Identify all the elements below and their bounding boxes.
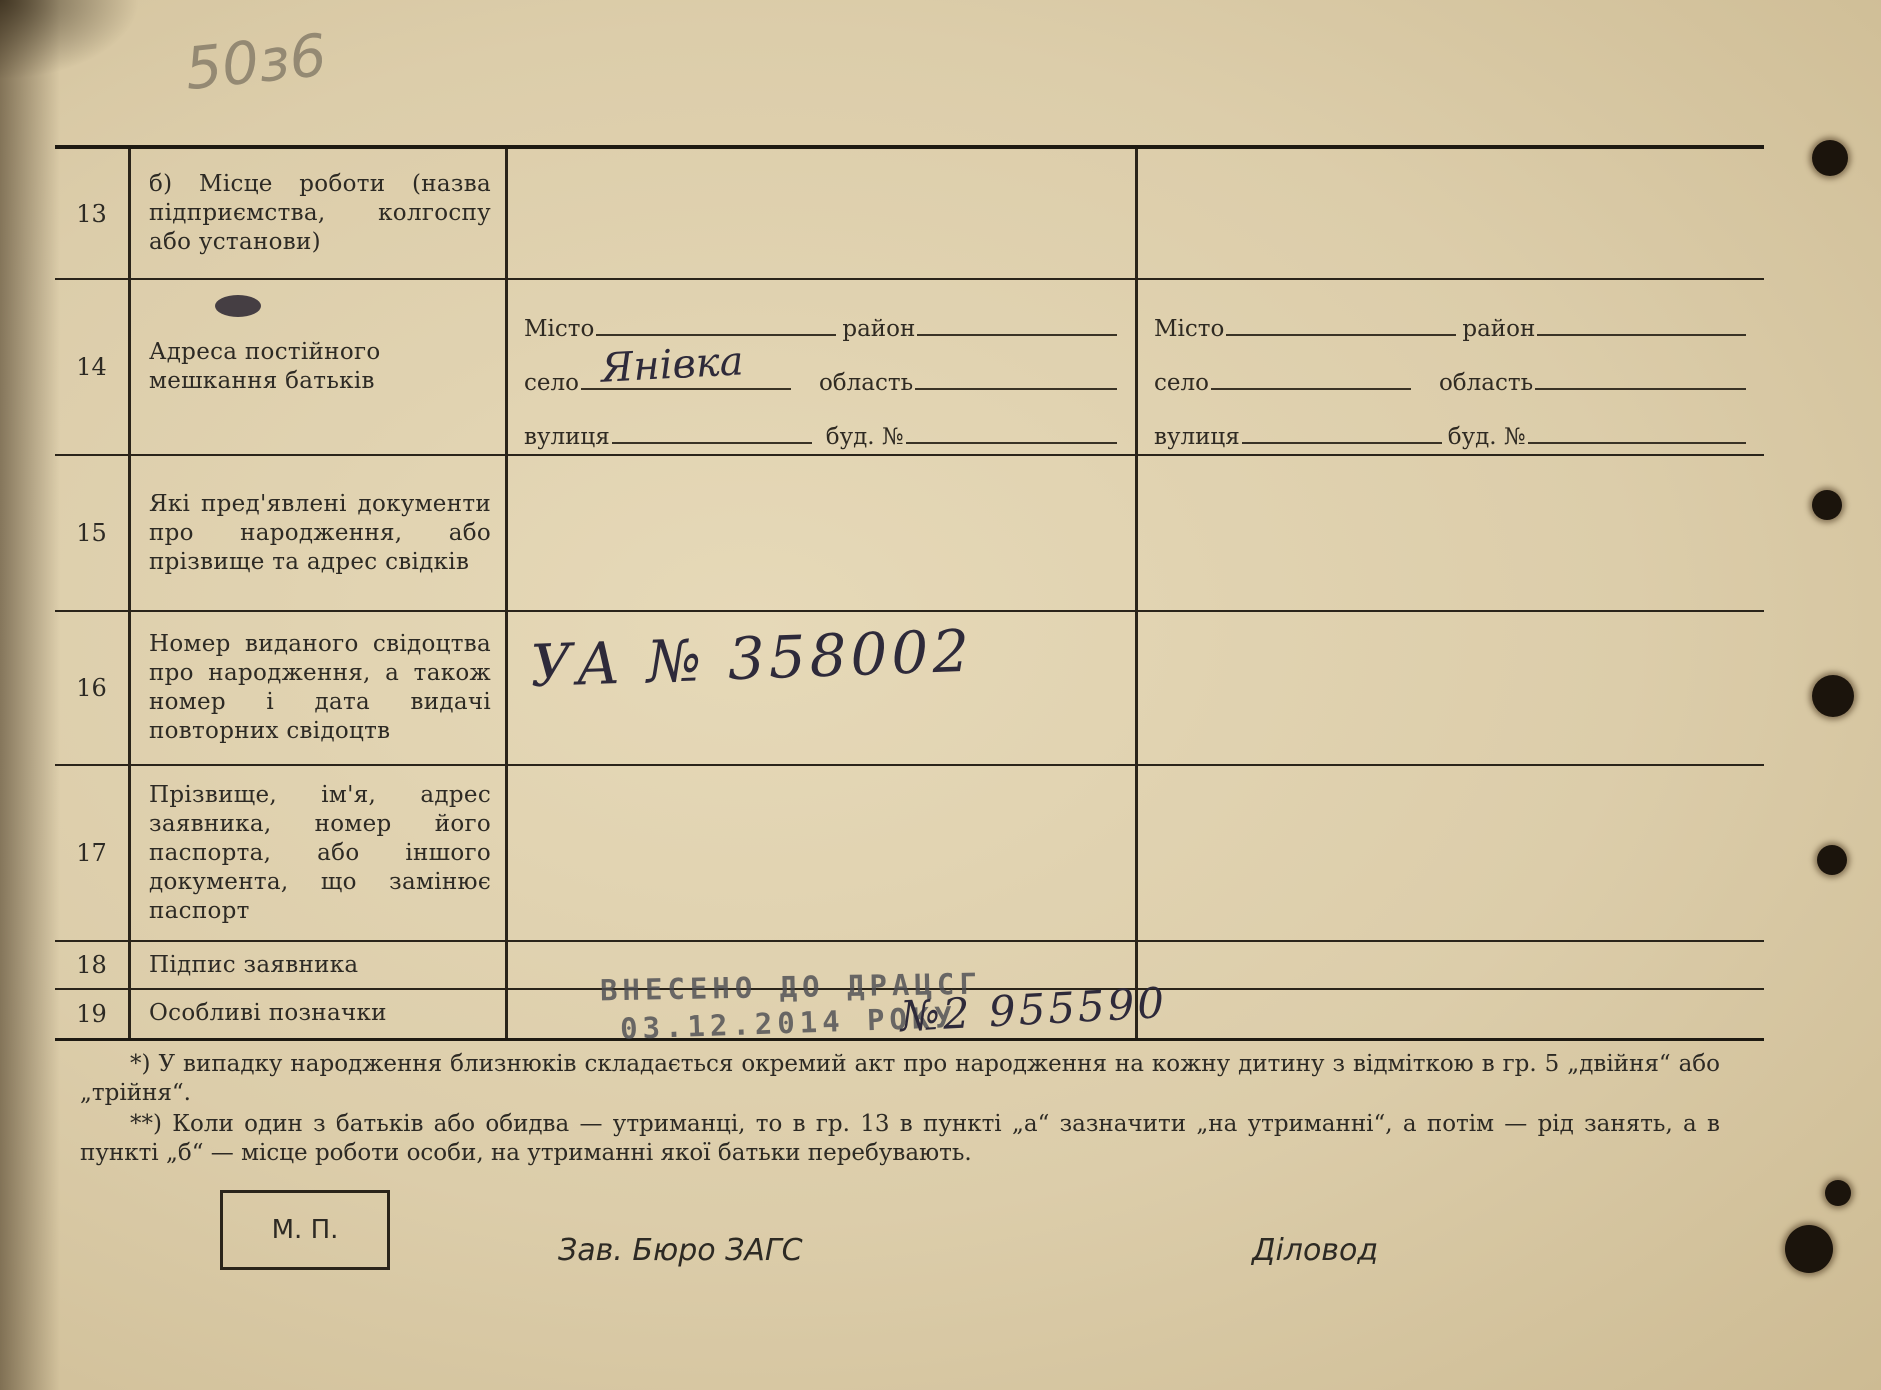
father-column-cell bbox=[507, 147, 1137, 279]
row-number: 14 bbox=[55, 279, 130, 455]
house-label: буд. № bbox=[825, 424, 904, 450]
registry-stamp-line-2: 03.12.2014 РОКУ bbox=[619, 1000, 958, 1046]
village-handwritten-value: Янівка bbox=[599, 338, 745, 392]
district-field bbox=[1537, 314, 1746, 336]
street-label: вулиця bbox=[524, 424, 610, 450]
clerk-signature-label: Діловод bbox=[1252, 1233, 1379, 1268]
address-fields bbox=[508, 280, 1135, 454]
address-fields bbox=[1138, 280, 1764, 454]
head-of-registry-signature-label: Зав. Бюро ЗАГС bbox=[558, 1233, 803, 1268]
father-address-cell bbox=[507, 279, 1137, 455]
region-field bbox=[915, 368, 1117, 390]
row-number: 15 bbox=[55, 455, 130, 611]
binding-hole bbox=[1817, 845, 1847, 875]
form-row-15 bbox=[55, 455, 1764, 611]
district-field bbox=[917, 314, 1117, 336]
row-number: 13 bbox=[55, 147, 130, 279]
page-corner-shadow bbox=[0, 0, 140, 80]
mother-address-cell bbox=[1137, 279, 1765, 455]
district-label: район bbox=[1462, 316, 1536, 342]
footnote-twins: *) У випадку народження близнюків складається окремий акт про народження на кожну дитину з відміткою в гр. 5 „двійня“ або „трійня“. bbox=[80, 1051, 1720, 1106]
district-label: район bbox=[842, 316, 916, 342]
city-label: Місто bbox=[1154, 316, 1225, 342]
mother-column-cell bbox=[1137, 765, 1765, 941]
seal-place-box: М. П. bbox=[220, 1190, 390, 1270]
village-label: село bbox=[1154, 370, 1209, 396]
village-field bbox=[581, 338, 791, 392]
form-row-17 bbox=[55, 765, 1764, 941]
region-label: область bbox=[1438, 370, 1534, 396]
registry-stamp-line-1: ВНЕСЕНО ДО ДРАЦСГ bbox=[599, 966, 983, 1008]
row-label: Які пред'явлені документи про народження, або прізвище та адрес свідків bbox=[130, 455, 507, 611]
footnote-dependents: **) Коли один з батьків або обидва — утриманці, то в гр. 13 в пункті „а“ зазначити „на утриманні“, а потім — рід занять, а в пункті „б“ — місце роботи особи, на утриманні якої батьки перебувають. bbox=[80, 1111, 1720, 1166]
house-label: буд. № bbox=[1447, 424, 1526, 450]
street-label: вулиця bbox=[1154, 424, 1240, 450]
archive-number: 50з6 bbox=[181, 20, 330, 104]
mother-column-cell bbox=[1137, 147, 1765, 279]
region-label: область bbox=[818, 370, 914, 396]
binding-hole bbox=[1812, 675, 1854, 717]
certificate-number-cell bbox=[507, 611, 1137, 765]
city-field bbox=[596, 314, 836, 336]
row-label: Особливі позначки bbox=[130, 989, 507, 1039]
row-number: 17 bbox=[55, 765, 130, 941]
house-field bbox=[1528, 422, 1746, 444]
binding-hole bbox=[1812, 490, 1842, 520]
city-field bbox=[1226, 314, 1456, 336]
mother-column-cell bbox=[1137, 989, 1765, 1039]
row-number: 16 bbox=[55, 611, 130, 765]
form-row-13 bbox=[55, 147, 1764, 279]
ink-blot bbox=[215, 295, 261, 317]
mother-column-cell bbox=[1137, 611, 1765, 765]
village-label: село bbox=[524, 370, 579, 396]
village-field bbox=[1211, 368, 1411, 390]
row-label: Підпис заявника bbox=[130, 941, 507, 989]
street-field bbox=[1242, 422, 1442, 444]
city-label: Місто bbox=[524, 316, 595, 342]
mother-column-cell bbox=[1137, 941, 1765, 989]
father-column-cell bbox=[507, 455, 1137, 611]
form-row-16 bbox=[55, 611, 1764, 765]
house-field bbox=[906, 422, 1117, 444]
row-label: Номер виданого свідоцтва про народження, а також номер і дата видачі повторних свідоцтв bbox=[130, 611, 507, 765]
certificate-handwritten-number: УА № 358002 bbox=[529, 616, 975, 701]
row-number: 19 bbox=[55, 989, 130, 1039]
handwritten-registry-code: №2 955590 bbox=[898, 978, 1169, 1041]
street-field bbox=[612, 422, 812, 444]
row-label: Адреса постійного мешкання батьків bbox=[130, 279, 507, 455]
footnotes bbox=[80, 1050, 1720, 1170]
page-edge-shadow bbox=[0, 0, 60, 1390]
row-label: Прізвище, ім'я, адрес заявника, номер його паспорта, або іншого документа, що замінює паспорт bbox=[130, 765, 507, 941]
row-number: 18 bbox=[55, 941, 130, 989]
binding-hole bbox=[1825, 1180, 1851, 1206]
row-label: б) Місце роботи (назва підприємства, колгоспу або установи) bbox=[130, 147, 507, 279]
form-row-14 bbox=[55, 279, 1764, 455]
mother-column-cell bbox=[1137, 455, 1765, 611]
father-column-cell bbox=[507, 765, 1137, 941]
region-field bbox=[1535, 368, 1746, 390]
binding-hole bbox=[1785, 1225, 1833, 1273]
binding-hole bbox=[1812, 140, 1848, 176]
birth-record-form-table bbox=[55, 145, 1764, 1041]
